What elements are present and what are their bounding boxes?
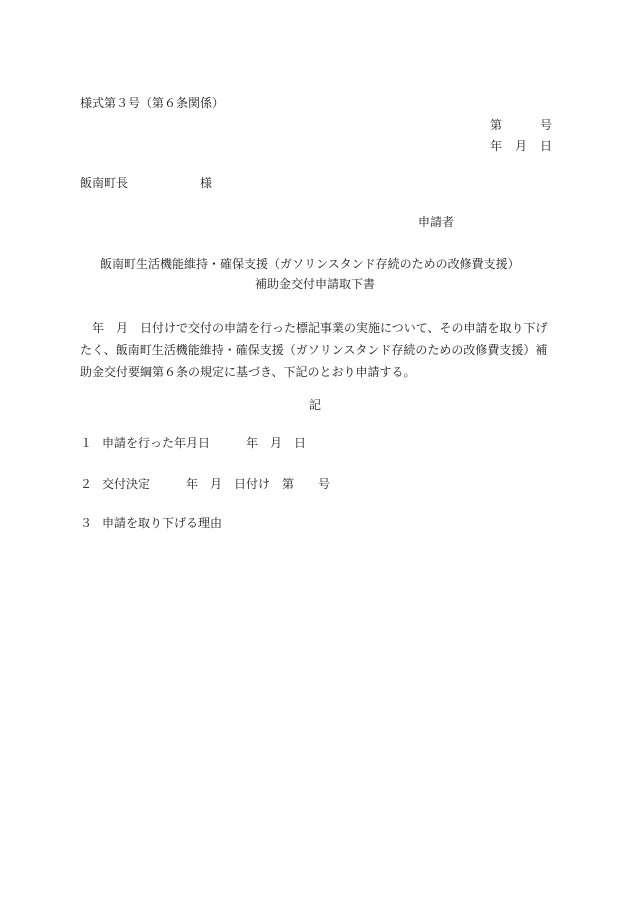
applicant-label: 申請者: [418, 215, 455, 229]
date-year: 年: [490, 139, 503, 153]
body-line: 助金交付要綱第６条の規定に基づき、下記のとおり申請する。: [80, 365, 416, 379]
item-text: 申請を行った年月日 年 月 日: [102, 436, 307, 450]
list-item: [80, 437, 306, 449]
list-item: [80, 517, 222, 529]
list-item: [80, 478, 330, 490]
document-date: [490, 140, 552, 152]
addressee: [80, 176, 213, 190]
document-number-suffix: 号: [539, 118, 552, 132]
item-number: ３: [80, 516, 93, 530]
body-paragraph: [80, 317, 554, 383]
item-text: 申請を取り下げる理由: [102, 516, 223, 530]
ki-heading: 記: [308, 398, 321, 412]
addressee-name: 飯南町長: [80, 176, 129, 190]
document-number-label: 第: [490, 118, 503, 132]
body-line: 年 月 日付けで交付の申請を行った標記事業の実施について、その申請を取り下げ: [80, 321, 548, 335]
date-month: 月: [514, 139, 527, 153]
form-number: 様式第３号（第６条関係）: [80, 96, 225, 110]
document-number: [490, 119, 552, 131]
item-text: 交付決定 年 月 日付け 第 号: [102, 477, 331, 491]
body-line: たく、飯南町生活機能維持・確保支援（ガソリンスタンド存続のための改修費支援）補: [80, 343, 548, 357]
item-number: ２: [80, 477, 93, 491]
document-title-line1: 飯南町生活機能維持・確保支援（ガソリンスタンド存続のための改修費支援）: [100, 257, 520, 271]
date-day: 日: [539, 139, 552, 153]
document-title-line2: 補助金交付申請取下書: [254, 277, 375, 291]
addressee-honorific: 様: [200, 176, 213, 190]
item-number: １: [80, 436, 93, 450]
